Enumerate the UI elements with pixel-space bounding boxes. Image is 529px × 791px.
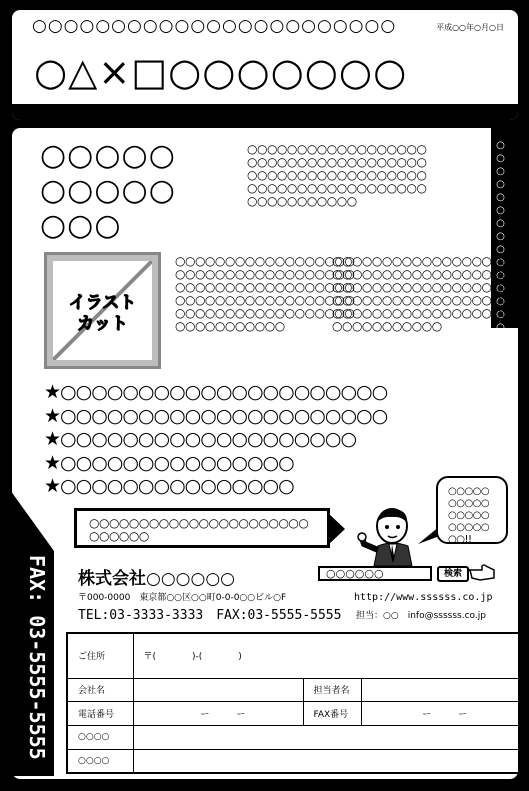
banner-text: ○○○○○○○○○○○○○○○○○○○○○○ ○○○○○○: [89, 516, 309, 543]
text-line: ○○○○○○○○○○○: [247, 194, 357, 208]
fax-field[interactable]: ー ー: [361, 702, 519, 726]
star-item: ★○○○○○○○○○○○○○○○○○○○○○: [44, 404, 388, 427]
text-line: ○○○○○○○○○○○○○○○○○○: [247, 155, 427, 169]
illustration-label: イラスト カット: [68, 293, 137, 334]
text-line: ○○○○○○○○○○○○○○○○○○: [247, 142, 427, 156]
text-line: ○○○○○○○○○○○: [332, 319, 442, 333]
big-circles-line: ○○○○○: [40, 138, 176, 173]
search-input[interactable]: ○○○○○○: [318, 566, 432, 581]
text-line: ○○○○○○○○○○○○○○○○○○: [332, 254, 512, 268]
person-field[interactable]: [361, 678, 519, 702]
text-line: ○○○○○○○○○○○○○○○○○○: [332, 267, 512, 281]
text-line: ○○○○○○○○○○○: [175, 319, 285, 333]
company-address: 〒000-0000 東京都○○区○○町0-0-0○○ビル○F: [78, 593, 287, 603]
company-field[interactable]: [133, 678, 303, 702]
big-circles-line: ○○○: [40, 208, 122, 243]
company-label: 会社名: [67, 678, 133, 702]
speech-bubble-text: ○○○○○ ○○○○○ ○○○○○ ○○○○○ ○○!!: [448, 486, 490, 545]
side-strip-text: ○○○○○○○○○○○○○○○: [495, 140, 506, 335]
text-line: ○○○○○○○○○○○○○○○○○○: [175, 306, 355, 320]
company-url[interactable]: http://www.ssssss.co.jp: [354, 592, 493, 603]
text-line: ○○○○○○○○○○○○○○○○○○: [332, 306, 512, 320]
extra-field[interactable]: [133, 749, 519, 773]
big-circles-line: ○○○○○: [40, 173, 176, 208]
star-list: [44, 381, 387, 499]
text-line: ○○○○○○○○○○○○○○○○○○: [332, 280, 512, 294]
company-contact: 担当：○○ info@ssssss.co.jp: [356, 611, 486, 621]
phone-label: 電話番号: [67, 702, 133, 726]
text-line: ○○○○○○○○○○○○○○○○○○: [247, 168, 427, 182]
text-line: ○○○○○○○○○○○○○○○○○○: [175, 254, 355, 268]
phone-field[interactable]: ー ー: [133, 702, 303, 726]
speech-bubble: [436, 476, 508, 544]
star-item: ★○○○○○○○○○○○○○○○: [44, 451, 294, 474]
text-line: ○○○○○○○○○○○○○○○○○○: [175, 293, 355, 307]
order-form: [66, 632, 520, 774]
company-name: 株式会社○○○○○○: [78, 569, 236, 589]
page-title: ○△×□○○○○○○○: [34, 50, 408, 94]
extra-field[interactable]: [133, 726, 519, 750]
banner-box: [74, 508, 330, 548]
extra-label: ○○○○: [67, 726, 133, 750]
search-button[interactable]: 検索: [437, 566, 469, 582]
header-top-line: ○○○○○○○○○○○○○○○○○○○○○○○: [32, 16, 397, 36]
person-label: 担当者名: [303, 678, 361, 702]
text-line: ○○○○○○○○○○○○○○○○○○: [332, 293, 512, 307]
address-field[interactable]: 〒( )-( ): [133, 633, 519, 678]
star-item: ★○○○○○○○○○○○○○○○○○○○○○: [44, 381, 388, 403]
header-date: 平成○○年○月○日: [436, 23, 504, 32]
extra-label: ○○○○: [67, 749, 133, 773]
fax-label: FAX番号: [303, 702, 361, 726]
address-label: ご住所: [67, 633, 133, 678]
text-block-3: [332, 255, 511, 333]
fax-vertical-text: FAX: 03-5555-5555: [25, 555, 49, 760]
header-panel: [12, 10, 518, 120]
star-item: ★○○○○○○○○○○○○○○○: [44, 475, 294, 497]
big-circles-block: [40, 138, 176, 243]
illustration-placeholder: [44, 252, 161, 369]
businessman-icon: [356, 504, 422, 566]
text-line: ○○○○○○○○○○○○○○○○○○: [175, 267, 355, 281]
text-line: ○○○○○○○○○○○○○○○○○○: [175, 280, 355, 294]
text-block-2: [175, 255, 354, 333]
text-line: ○○○○○○○○○○○○○○○○○○: [247, 181, 427, 195]
pointing-hand-icon: [468, 562, 496, 582]
header-bottom-bar: [12, 104, 518, 120]
text-block-1: [247, 143, 426, 208]
company-tel-fax: TEL:03-3333-3333 FAX:03-5555-5555: [78, 608, 342, 623]
star-item: ★○○○○○○○○○○○○○○○○○○○: [44, 428, 357, 450]
